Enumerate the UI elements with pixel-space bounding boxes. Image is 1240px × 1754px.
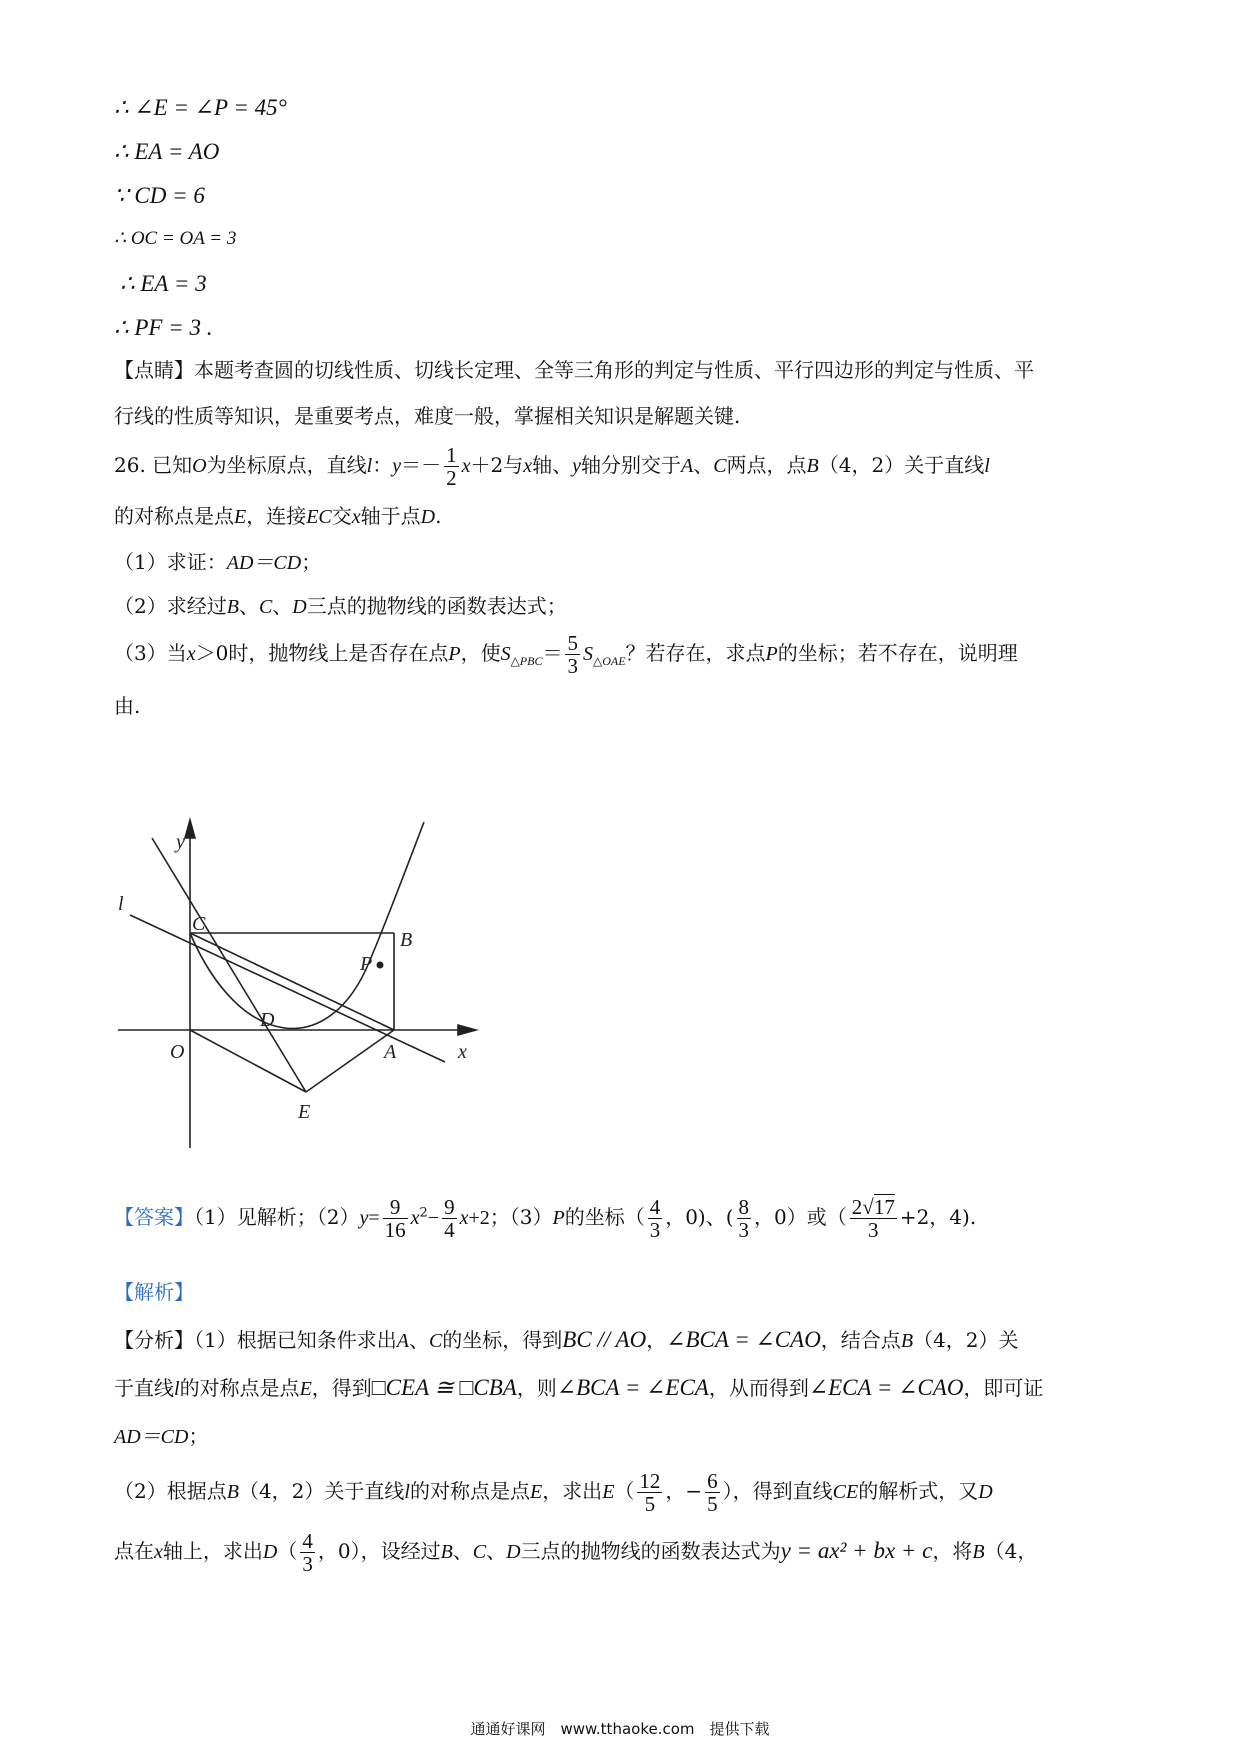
label-b: B <box>400 929 413 951</box>
proof-line-1: ∴ ∠E = ∠P = 45° <box>114 95 287 120</box>
analysis-line-2 <box>114 1374 1043 1402</box>
denominator: 2 <box>446 466 457 491</box>
segment-ca <box>190 933 394 1030</box>
analysis-label: 【解析】 <box>114 1280 194 1304</box>
text: 、 <box>452 1539 473 1564</box>
text: 轴于点 <box>360 504 421 528</box>
math-var: A <box>680 455 694 478</box>
text: ＝ <box>542 641 563 666</box>
key-point-label: 【点睛】 <box>114 358 194 382</box>
text: （3）当 <box>114 641 187 666</box>
text: （4，2）关于直线 <box>818 453 985 478</box>
text: （4， <box>984 1539 1038 1564</box>
numerator: 9 <box>444 1195 455 1219</box>
math-var: D <box>506 1541 521 1564</box>
segment-ea <box>306 1030 394 1092</box>
segment-oe <box>190 1030 306 1092</box>
text: （1）根据已知条件求出 <box>194 1328 397 1352</box>
math-expr: BC // AO <box>562 1327 647 1352</box>
text: ； <box>301 550 322 574</box>
numerator: 4 <box>649 1195 661 1219</box>
text: 两点，点 <box>726 453 807 478</box>
math-var: x <box>186 643 196 666</box>
numerator: 6 <box>707 1469 718 1493</box>
text: ，得到 <box>311 1376 372 1400</box>
math-var: B <box>226 596 239 618</box>
text: ？若存在，求点 <box>625 641 766 666</box>
denominator: 3 <box>649 1218 661 1243</box>
math-var: D <box>420 506 436 528</box>
proof-line-2: ∴ EA = AO <box>114 139 220 164</box>
point-p <box>377 962 384 969</box>
text: 交 <box>331 504 352 528</box>
text: 、 <box>238 594 259 618</box>
text: 的坐标，得到 <box>442 1328 563 1352</box>
text: （1）求证： <box>114 550 227 574</box>
numerator: 12 <box>639 1469 661 1493</box>
math-var: E <box>234 506 247 528</box>
text: （ <box>614 1479 635 1504</box>
text: +2，4). <box>899 1205 977 1230</box>
proof-line-5: ∴ EA = 3 <box>120 271 207 296</box>
denominator: 4 <box>444 1218 455 1243</box>
math-var: x <box>410 1207 420 1230</box>
fraction-four-thirds-d <box>300 1530 315 1575</box>
analysis-line-1 <box>114 1326 1018 1354</box>
math-var: C <box>713 455 727 478</box>
math-var: E <box>529 1481 543 1504</box>
denominator: 3 <box>567 654 578 679</box>
math-expr: ∠BCA = ∠CAO <box>666 1327 821 1352</box>
key-point-text-1: 本题考查圆的切线性质、切线长定理、全等三角形的判定与性质、平行四边形的判定与性质、平 <box>194 358 1034 382</box>
text: （2）根据点 <box>114 1479 227 1504</box>
math-expr: AD＝CD <box>114 1426 189 1448</box>
text: ： <box>372 453 393 478</box>
text: ； <box>188 1424 209 1448</box>
math-var: y <box>392 455 402 478</box>
math-expr: ∠BCA = ∠ECA <box>556 1375 709 1400</box>
text: ， <box>646 1328 667 1352</box>
text: 的坐标（ <box>564 1205 645 1230</box>
math-var: B <box>900 1330 914 1352</box>
label-o: O <box>170 1041 185 1063</box>
fraction-eight-thirds <box>737 1196 752 1241</box>
text: 为坐标原点，直线 <box>206 453 367 478</box>
text: 轴、 <box>532 453 573 478</box>
text: ，从而得到 <box>708 1376 809 1400</box>
line-l <box>130 915 445 1062</box>
text: 、 <box>408 1328 429 1352</box>
text: ，即可证 <box>963 1376 1044 1400</box>
math-var: B <box>440 1541 453 1564</box>
math-op: − <box>427 1207 440 1230</box>
math-op: = <box>368 1207 380 1230</box>
text: ，结合点 <box>820 1328 901 1352</box>
fraction-nine-fourths <box>442 1196 457 1241</box>
text: 、 <box>272 594 293 618</box>
text: ，求出 <box>542 1479 603 1504</box>
math-var: x <box>154 1541 163 1564</box>
math-var: P <box>765 643 778 666</box>
text: （1）见解析；（2） <box>194 1205 360 1230</box>
numerator: 2√17 <box>851 1195 895 1219</box>
text: 的解析式，又 <box>858 1479 979 1504</box>
label-d: D <box>260 1009 275 1031</box>
math-expr: y = ax² + bx + c <box>780 1538 933 1564</box>
analysis-sub-label: 【分析】 <box>114 1328 194 1352</box>
math-var: x <box>351 506 361 528</box>
text: 轴上，求出 <box>162 1539 263 1564</box>
denominator: 5 <box>707 1492 718 1517</box>
math-var: x <box>461 455 471 478</box>
text: ，连接 <box>246 504 307 528</box>
math-expr: +2 <box>468 1207 490 1230</box>
numerator: 1 <box>446 443 457 467</box>
subscript: △PBC <box>510 654 543 669</box>
text: . <box>435 504 442 528</box>
numerator: 5 <box>567 631 578 655</box>
denominator: 5 <box>637 1492 662 1515</box>
text: ，将 <box>932 1539 973 1564</box>
text: ＞0时，抛物线上是否存在点 <box>195 641 449 666</box>
math-var: C <box>428 1330 443 1352</box>
math-var: y <box>572 455 581 478</box>
label-x: x <box>458 1041 467 1063</box>
label-e: E <box>298 1101 311 1123</box>
analysis-line-3 <box>114 1424 208 1449</box>
text: 的对称点是点 <box>409 1479 530 1504</box>
fraction-twelve-fifths <box>637 1470 662 1515</box>
math-expr: ∠ECA = ∠CAO <box>808 1375 964 1400</box>
text: ＝－ <box>401 453 442 478</box>
text: ＋2与 <box>470 453 524 478</box>
text: 的对称点是点 <box>114 504 234 528</box>
fraction-root-17 <box>850 1196 897 1241</box>
label-a: A <box>384 1041 397 1063</box>
math-var: O <box>192 455 207 478</box>
label-c: C <box>192 913 206 935</box>
numerator: 9 <box>389 1195 401 1219</box>
text: 的坐标；若不存在，说明理 <box>777 641 1018 666</box>
text: 的对称点是点 <box>179 1376 300 1400</box>
denominator: 3 <box>850 1218 897 1241</box>
proof-line-6: ∴ PF = 3 . <box>114 315 213 340</box>
text: ，0），设经过 <box>317 1539 441 1564</box>
text: ，0)、( <box>665 1205 734 1230</box>
math-expr: □CEA ≅ □CBA <box>371 1375 517 1400</box>
denominator: 3 <box>738 1218 750 1243</box>
math-var: y <box>359 1207 369 1230</box>
text: 26. 已知 <box>114 453 193 478</box>
fraction-nine-sixteenths <box>383 1196 408 1241</box>
math-var: P <box>552 1207 565 1230</box>
text: ，− <box>665 1479 703 1504</box>
label-p: P <box>360 953 373 975</box>
label-y: y <box>176 831 185 853</box>
math-var: P <box>448 643 461 666</box>
math-var: B <box>226 1481 239 1504</box>
x-axis-arrow <box>458 1025 476 1035</box>
math-var: CE <box>832 1481 859 1504</box>
proof-line-4: ∴ OC = OA = 3 <box>114 228 237 249</box>
math-var: x <box>459 1207 469 1230</box>
coefficient: 2 <box>851 1195 863 1219</box>
text: 点在 <box>114 1539 154 1564</box>
math-var: l <box>366 455 373 478</box>
text: 轴分别交于 <box>580 453 681 478</box>
text: 三点的抛物线的函数表达式为 <box>520 1539 781 1564</box>
text: ，使 <box>460 641 501 666</box>
numerator: 8 <box>738 1195 750 1219</box>
math-var: D <box>292 596 307 618</box>
math-var: S <box>582 643 593 666</box>
math-var: EC <box>306 506 332 528</box>
math-var: S <box>500 643 511 666</box>
answer-label: 【答案】 <box>114 1205 194 1230</box>
denominator: 16 <box>384 1218 406 1243</box>
y-axis-arrow <box>185 820 195 838</box>
math-var: E <box>602 1481 615 1504</box>
fraction-four-thirds <box>648 1196 663 1241</box>
text: ，则 <box>516 1376 557 1400</box>
page-footer: 通通好课网 www.tthaoke.com 提供下载 <box>470 1720 770 1738</box>
denominator: 3 <box>302 1552 313 1577</box>
question-26-part-3-end: 由. <box>114 694 141 718</box>
fraction-six-fifths <box>705 1470 720 1515</box>
analysis-line-5 <box>114 1530 1037 1575</box>
text: ），得到直线 <box>722 1479 833 1504</box>
proof-line-3: ∵ CD = 6 <box>114 183 205 208</box>
text: 、 <box>486 1539 507 1564</box>
math-var: C <box>472 1541 487 1564</box>
math-expr: AD＝CD <box>226 552 302 574</box>
analysis-line-4 <box>114 1470 993 1515</box>
exponent: 2 <box>419 1205 428 1221</box>
radicand: 17 <box>873 1195 895 1219</box>
math-var: l <box>404 1481 410 1504</box>
math-var: B <box>972 1541 985 1564</box>
key-point-line-2: 行线的性质等知识，是重要考点，难度一般，掌握相关知识是解题关键. <box>114 404 741 428</box>
text: ，0）或（ <box>754 1205 847 1230</box>
text: ；（3） <box>489 1205 553 1230</box>
math-var: A <box>396 1330 409 1352</box>
answer-line <box>114 1196 976 1241</box>
math-var: D <box>262 1541 278 1564</box>
math-var: l <box>174 1378 180 1400</box>
math-var: B <box>806 455 819 478</box>
label-l: l <box>118 893 124 915</box>
numerator: 4 <box>302 1529 313 1553</box>
math-var: D <box>978 1481 993 1504</box>
math-var: E <box>299 1378 312 1400</box>
text: （4，2）关 <box>913 1328 1019 1352</box>
math-var: C <box>258 596 273 618</box>
text: （ <box>277 1539 298 1564</box>
text: （2）求经过 <box>114 594 227 618</box>
text: 于直线 <box>114 1376 174 1400</box>
subscript: △OAE <box>592 654 626 669</box>
text: 、 <box>693 453 714 478</box>
math-var: l <box>984 455 990 478</box>
math-var: x <box>523 455 533 478</box>
text: （4，2）关于直线 <box>238 1479 405 1504</box>
text: 三点的抛物线的函数表达式； <box>306 594 567 618</box>
